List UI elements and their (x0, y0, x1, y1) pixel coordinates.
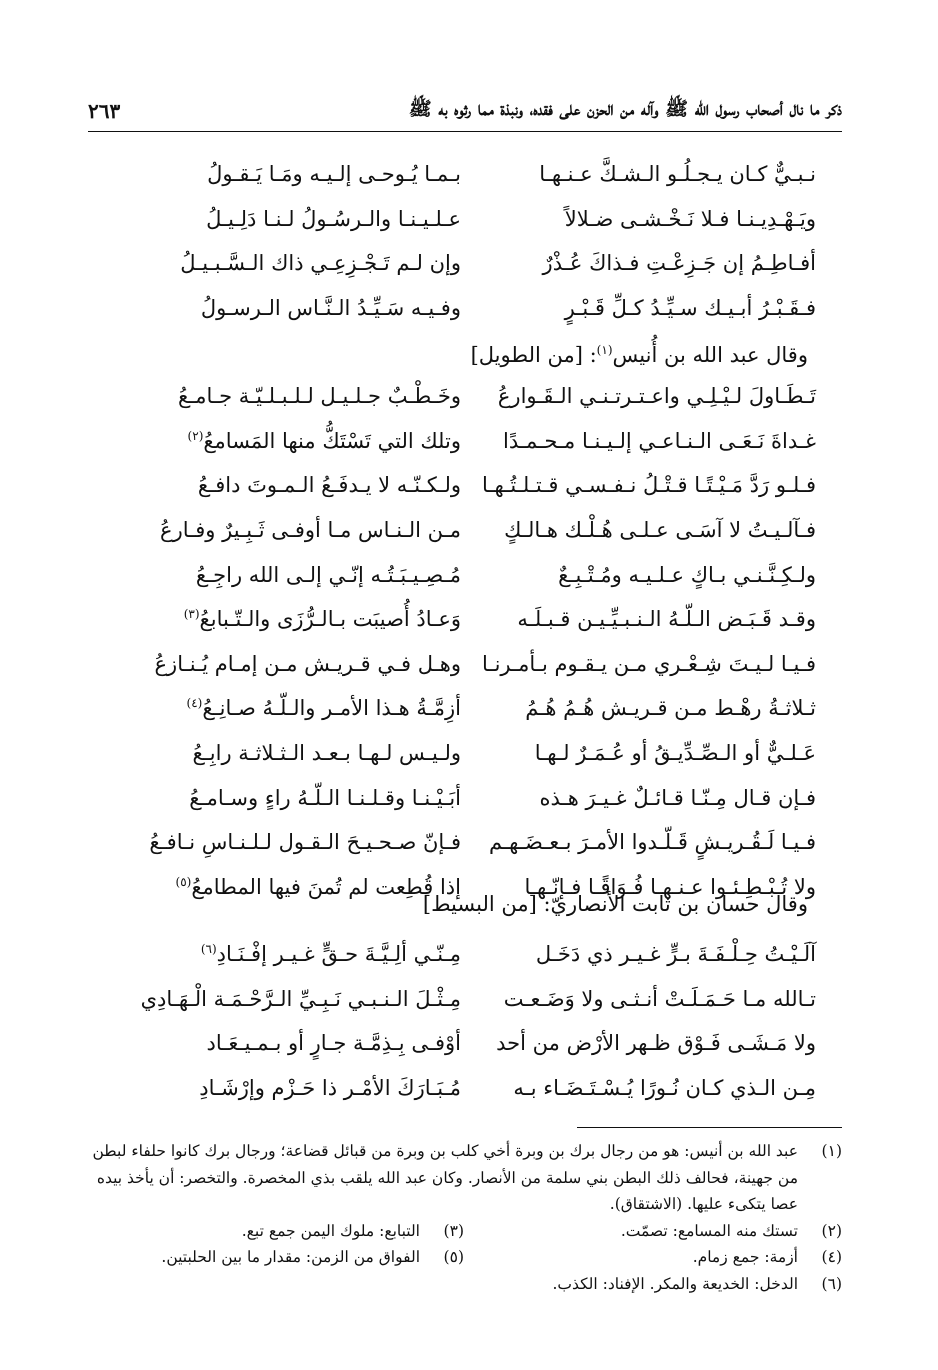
verse (96, 642, 842, 687)
first-hemistich: ثـلاثـةُ رهْـط مـن قـريـش هُـمُ هُـمُ (525, 696, 816, 721)
first-hemistich: فـيـا لَـقُـريـشٍ قَـلّـدوا الأمـرَ بـعـضَـهـم (488, 830, 816, 855)
header-title: ذكر ما نال أصحاب رسول الله ﷺ وآله من الحزن على فقده، ونبذة مما رثوه به ﷺ (408, 98, 842, 120)
verse (96, 775, 842, 820)
poem-intro-1 (96, 330, 808, 370)
footnote (86, 1138, 842, 1218)
poem-stanza-3 (96, 932, 842, 1110)
verse (96, 241, 842, 286)
footnote (86, 1218, 464, 1245)
first-hemistich: عَـلـيٌّ أو الـصِّـدِّيـقُ أو عُـمَـرٌ لـهـا (534, 741, 816, 766)
first-hemistich: ولا مَـشَـى فَـوْق ظـهر الأرْض من أحد (496, 1031, 816, 1056)
second-hemistich: وهـل فـي قـريـش مـن إمـام يُـنـازعُ (154, 651, 461, 676)
second-hemistich: أزِمَّـةُ هـذا الأمـر والـلّـهُ صـانِـعُ$^{(٤)}$ (186, 696, 461, 721)
first-hemistich: أفـاطِـمُ إن جَـزِعْـتِ فـذاكَ عُـذْرٌ (542, 251, 816, 276)
footnote-number: (٢) (821, 1221, 842, 1240)
verse (96, 197, 842, 242)
poem-intro-2 (96, 884, 808, 924)
footnote-ref: (١) (596, 343, 613, 357)
second-hemistich: وإن لـم تَـجْـزِعِـي ذاك الـسَّـبـيـلُ (180, 251, 461, 276)
footnote-row (86, 1244, 842, 1271)
first-hemistich: فـلـو رَدَّ مَـيْـتًـا قـتْـلُ نـفـسـي قـتـلـتُـهـا (481, 473, 816, 498)
footnote-number: (٣) (443, 1221, 464, 1240)
intro-text: وقال عبد الله بن أُنيس (612, 343, 808, 367)
footnote-number: (٥) (443, 1248, 464, 1266)
footnote (464, 1244, 842, 1271)
footnote-text: تستك منه المسامع: تصمّت. (620, 1221, 798, 1240)
footnote (86, 1271, 842, 1298)
meter-label: : [من الطويل] (470, 343, 597, 367)
verse (96, 508, 842, 553)
footnote (464, 1218, 842, 1245)
second-hemistich: مِـنّـي ألِـيَّـةَ حـقٍّ غـيـر إفْـنَـادِ$^{(٦)}$ (200, 942, 461, 967)
poem-stanza-1 (96, 152, 842, 330)
first-hemistich: ولا تُـبْـطِـئـوا عـنـهـا فُـوَاقًـا فـإنّـهـا (524, 874, 816, 899)
second-hemistich: ولـيـس لـهـا بـعـد الـثـلاثـة رابِـعُ (192, 741, 461, 766)
first-hemistich: فـإن قـال مِـنّـا قـائـلٌ غـيـرَ هـذه (539, 785, 816, 810)
verse (96, 932, 842, 977)
footnote-text: التبابع: ملوك اليمن جمع تبع. (241, 1221, 420, 1240)
verse (96, 686, 842, 731)
footnote (86, 1244, 464, 1271)
verse (96, 977, 842, 1022)
footnotes (86, 1138, 842, 1297)
second-hemistich: مِـثْـلَ الـنـبـي نَـبِـيِّ الـرَّحْـمَـة الْـهَـادِي (140, 986, 461, 1011)
second-hemistich: أبَـيْـنـا وقـلـنـا الـلّـهُ راءٍ وسـامـعُ (189, 785, 461, 810)
footnote-number: (٤) (821, 1248, 842, 1266)
first-hemistich: نـبـيٌّ كـان يـجـلُـو الـشـكَّ عـنـهـا (539, 162, 816, 187)
page-number: ٢٦٣ (88, 99, 121, 123)
footnote-text: الفواق من الزمن: مقدار ما بين الحلبتين. (161, 1248, 420, 1266)
second-hemistich: بـمـا يُـوحـى إلـيـه ومَـا يَـقـولُ (207, 162, 461, 187)
first-hemistich: آلَـيْـتُ حِـلْـفَـةَ بـرٍّ غـيـر ذي دَخَـل (535, 942, 816, 967)
verse (96, 152, 842, 197)
first-hemistich: تَـطَـاولَ لـيْـلِـي واعـتـرتـنـي الـقَـوارعُ (497, 384, 816, 409)
second-hemistich: ولـكـنّـه لا يـدفَـعُ الـمـوتَ دافـعُ (197, 473, 461, 498)
verse (96, 1021, 842, 1066)
second-hemistich: إذا قُطِعت لم تُمنَ فيها المطامعُ$^{(٥)}$ (175, 874, 461, 899)
footnote-number: (١) (821, 1142, 842, 1160)
verse (96, 419, 842, 464)
first-hemistich: فـآلـيـتُ لا آسَـى عـلـى هُـلْـك هـالـكٍ (504, 518, 816, 543)
second-hemistich: أوْفـى بِـذِمَّـة جـارٍ أو بـمـيـعَـاد (206, 1031, 461, 1056)
footnote-ref: (٣) (183, 607, 200, 622)
footnote-number: (٦) (821, 1274, 842, 1293)
first-hemistich: وقـد قَـبَـض الـلّـهُ الـنـبـيِّـيـن قـبـلَـه (517, 607, 816, 632)
footnote-text: عبد الله بن أنيس: هو من رجال برك بن وبرة أخي كلب بن وبرة من قبائل قضاعة؛ ورجال برك كانوا حلفاء لبطن من جهينة، فحالف ذلك البطن بني سلمة من الأنصار. وكان عبد الله يلقب بذي المخصرة. والتخصر: أن يأخذ بيده عصا يتكىء عليها. (الاشتقاق). (92, 1142, 798, 1213)
first-hemistich: ولـكِـنَّـنـي بـاكٍ عـلـيـه ومُـتْـبِـعٌ (558, 562, 816, 587)
footnote-ref: (٢) (187, 428, 204, 443)
second-hemistich: وتلك التي تَسْتَكُّ منها المَسامعُ$^{(٢)}$ (187, 428, 461, 453)
second-hemistich: عـلـيـنـا والـرسُـولُ لـنـا دَلِـيـلُ (206, 206, 461, 231)
footnote-ref: (٤) (186, 696, 203, 711)
meter-label: : [من البسيط] (422, 892, 551, 916)
verse (96, 286, 842, 331)
first-hemistich: غـداةَ نَـعَـى الـنـاعـي إلـيـنـا مـحـمـدًا (503, 428, 816, 453)
second-hemistich: مـن الـنـاس مـا أوفـى ثَـبِـيرٌ وفـارعُ (160, 518, 461, 543)
first-hemistich: ويَـهْـدِيـنـا فـلا نَـخْـشـى ضـلالاً (564, 206, 816, 231)
footnote-ref: (٦) (200, 942, 217, 957)
footnote-separator (577, 1127, 842, 1128)
second-hemistich: وخَـطْـبٌ جـلـيـل لـلـبـلـيّـة جـامـعُ (177, 384, 461, 409)
first-hemistich: تـالله مـا حَـمَـلَـتْ أنـثـى ولا وَضَـعـت (503, 986, 816, 1011)
running-header (88, 96, 842, 126)
footnote-row (86, 1218, 842, 1245)
second-hemistich: مُـصِـيـبَـتُـه إنّـي إلـى الله راجِـعُ (195, 562, 461, 587)
first-hemistich: مِـن الـذي كـان نُـورًا يُـسْـتَـضَـاء بـه (513, 1076, 816, 1101)
poem-stanza-2 (96, 374, 842, 909)
footnote-ref: (٥) (175, 874, 192, 889)
verse (96, 552, 842, 597)
verse (96, 463, 842, 508)
verse (96, 820, 842, 865)
verse (96, 374, 842, 419)
footnote-text: الدخل: الخديعة والمكر. الإفناد: الكذب. (552, 1274, 798, 1293)
second-hemistich: فـإنّ صـحـيـحَ الـقـول لـلـنـاسِ نـافـعُ (149, 830, 461, 855)
footnote-text: أزمة: جمع زمام. (692, 1248, 798, 1266)
header-rule (88, 131, 842, 132)
verse (96, 731, 842, 776)
second-hemistich: وَعـادُ أُصيبَت بـالـرُّزَى والـتّـبابعُ$^{(٣)}$ (183, 607, 461, 632)
first-hemistich: فـيـا لـيـتَ شِـعْـري مـن يـقـوم بـأمـرنـا (482, 651, 816, 676)
second-hemistich: وفـيـه سَـيِّـدُ الـنَّـاس الـرسـولُ (200, 296, 461, 321)
verse (96, 597, 842, 642)
verse (96, 1066, 842, 1111)
first-hemistich: فـقَـبْـرُ أبـيـك سـيِّـدُ كـلِّ قَـبْـرٍ (564, 296, 816, 321)
intro-text: وقال حسان بن ثابت الأنصاريّ (550, 892, 808, 916)
second-hemistich: مُـبَـارَكَ الأمْـر ذا حَـزْم وإرْشَـادِ (199, 1076, 461, 1101)
